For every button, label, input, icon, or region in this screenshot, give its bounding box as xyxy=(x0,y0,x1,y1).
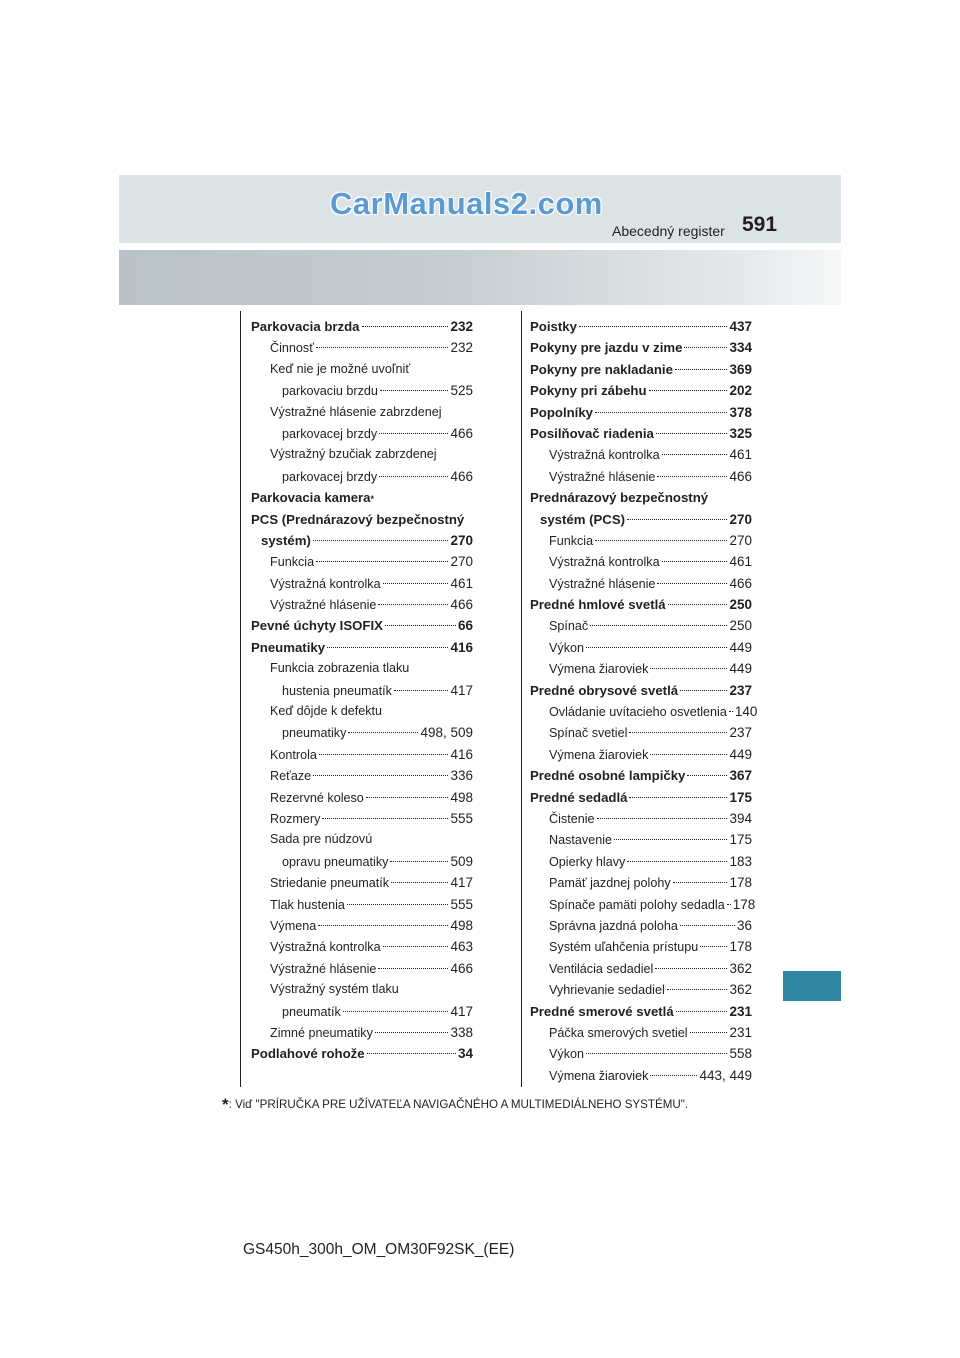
index-entry xyxy=(530,722,752,743)
index-entry xyxy=(530,509,752,530)
index-entry-text: Funkcia xyxy=(270,555,315,570)
index-entry xyxy=(251,1001,473,1022)
index-entry-page: 449 xyxy=(729,661,752,677)
dot-leader xyxy=(362,326,449,327)
index-entry-text: Výstražná kontrolka xyxy=(270,940,381,955)
index-entry xyxy=(530,894,756,915)
dot-leader xyxy=(655,968,727,969)
dot-leader xyxy=(700,946,727,947)
index-entry xyxy=(251,958,473,979)
index-entry-page: 449 xyxy=(729,746,752,762)
index-entry-text: Keď dôjde k defektu xyxy=(270,704,383,719)
index-entry xyxy=(251,551,473,572)
dot-leader xyxy=(629,732,727,733)
dot-leader xyxy=(729,711,733,712)
index-entry-text: Čistenie xyxy=(549,811,595,826)
index-entry-page: 231 xyxy=(729,1003,752,1019)
index-entry xyxy=(251,744,473,765)
index-entry xyxy=(251,637,473,658)
index-entry xyxy=(530,701,758,722)
column-divider-left xyxy=(240,311,241,1087)
index-entry-text: Podlahové rohože xyxy=(251,1046,365,1062)
dot-leader xyxy=(662,454,728,455)
index-entry-text: Výstražné hlásenie zabrzdenej xyxy=(270,404,442,419)
dot-leader xyxy=(627,861,727,862)
document-code: GS450h_300h_OM_OM30F92SK_(EE) xyxy=(243,1241,515,1258)
index-entry-page: 466 xyxy=(450,960,473,976)
index-entry-text: Činnosť xyxy=(270,341,314,356)
index-entry-text: Výmena žiaroviek xyxy=(549,747,649,762)
dot-leader xyxy=(378,604,448,605)
index-entry-text: Prednárazový bezpečnostný xyxy=(530,490,709,506)
index-entry-page: 237 xyxy=(729,682,752,698)
index-entry-page: 416 xyxy=(450,746,473,762)
index-entry-text: parkovacej brzdy xyxy=(282,426,378,441)
dot-leader xyxy=(379,476,448,477)
index-entry-text: pneumatík xyxy=(282,1004,341,1019)
index-entry-text: Parkovacia brzda xyxy=(251,319,360,334)
index-entry-page: 466 xyxy=(450,468,473,484)
index-entry-page: 250 xyxy=(729,618,752,634)
index-entry-page: 232 xyxy=(450,319,473,334)
index-entry xyxy=(530,680,752,701)
index-entry-text: Pokyny pre nakladanie xyxy=(530,361,673,377)
index-entry-page: 270 xyxy=(450,554,473,570)
dot-leader xyxy=(347,904,449,905)
index-entry xyxy=(530,573,752,594)
index-entry xyxy=(530,851,752,872)
index-entry xyxy=(251,594,473,615)
dot-leader xyxy=(727,904,731,905)
index-entry-page: 555 xyxy=(450,810,473,826)
index-entry xyxy=(251,615,473,636)
dot-leader xyxy=(662,561,728,562)
dot-leader xyxy=(380,390,449,391)
dot-leader xyxy=(378,968,448,969)
dot-leader xyxy=(318,925,448,926)
page-number: 591 xyxy=(742,213,778,236)
dot-leader xyxy=(668,604,728,605)
footnote xyxy=(222,1095,688,1115)
index-entry-page: 443, 449 xyxy=(699,1067,752,1083)
index-entry-page: 369 xyxy=(729,361,752,377)
dot-leader xyxy=(657,583,727,584)
index-entry-page: 558 xyxy=(729,1046,752,1062)
index-entry-page: 362 xyxy=(729,960,752,976)
index-entry-text: Rezervné koleso xyxy=(270,790,364,805)
index-entry-text: Výstražný systém tlaku xyxy=(270,982,399,997)
index-entry-text: Nastavenie xyxy=(549,833,613,848)
index-entry-page: 461 xyxy=(450,575,473,591)
index-entry-page: 338 xyxy=(450,1024,473,1040)
index-entry xyxy=(530,958,752,979)
index-entry xyxy=(530,615,752,636)
dot-leader xyxy=(656,433,728,434)
index-entry xyxy=(530,487,752,508)
index-entry-text: Spínač svetiel xyxy=(549,726,628,741)
dot-leader xyxy=(579,326,728,327)
index-entry xyxy=(251,359,473,380)
index-entry-text: Pevné úchyty ISOFIX xyxy=(251,618,383,634)
index-entry-text: Pokyny pri zábehu xyxy=(530,383,647,399)
footnote-star: * xyxy=(222,1095,229,1114)
dot-leader xyxy=(391,882,448,883)
dot-leader xyxy=(650,1075,697,1076)
index-entry-text: Výstražné hlásenie xyxy=(270,961,377,976)
index-entry-page: 555 xyxy=(450,896,473,912)
index-entry xyxy=(530,594,752,615)
index-entry xyxy=(251,936,473,957)
index-entry-text: Výkon xyxy=(549,640,585,655)
index-entry-page: 466 xyxy=(450,597,473,613)
dot-leader xyxy=(673,882,728,883)
index-entry-page: 175 xyxy=(729,832,752,848)
index-entry-page: 509 xyxy=(450,853,473,869)
index-entry-page: 394 xyxy=(729,810,752,826)
watermark-logo[interactable]: CarManuals2.com xyxy=(330,186,603,221)
index-entry-text: Kontrola xyxy=(270,747,317,762)
index-entry-text: Spínače pamäti polohy sedadla xyxy=(549,897,725,912)
dot-leader xyxy=(650,754,727,755)
index-entry-text: Výstražná kontrolka xyxy=(549,555,660,570)
dot-leader xyxy=(322,818,448,819)
index-entry-text: Predné sedadlá xyxy=(530,789,628,805)
dot-leader xyxy=(394,690,449,691)
index-entry xyxy=(530,1043,752,1064)
index-entry-text: Keď nie je možné uvoľniť xyxy=(270,361,411,376)
index-entry xyxy=(530,466,752,487)
index-entry-text: Poistky xyxy=(530,319,577,334)
gradient-band xyxy=(119,250,841,305)
index-entry-text: Vyhrievanie sedadiel xyxy=(549,983,665,998)
index-entry xyxy=(530,359,752,380)
index-entry-page: 378 xyxy=(729,404,752,420)
index-entry-text: Funkcia zobrazenia tlaku xyxy=(270,661,410,676)
dot-leader xyxy=(687,775,727,776)
index-entry xyxy=(251,722,473,743)
dot-leader xyxy=(390,861,448,862)
dot-leader xyxy=(684,347,727,348)
index-entry-page: 325 xyxy=(729,425,752,441)
index-entry-text: Výmena žiaroviek xyxy=(549,1068,649,1083)
index-entry-page: 417 xyxy=(450,1003,473,1019)
dot-leader xyxy=(595,412,727,413)
index-entry-text: Správna jazdná poloha xyxy=(549,918,678,933)
index-entry xyxy=(251,423,473,444)
index-entry-text: systém (PCS) xyxy=(540,511,626,527)
dot-leader xyxy=(680,925,735,926)
index-entry-page: 362 xyxy=(729,982,752,998)
index-entry-text: Výstražné hlásenie xyxy=(549,576,656,591)
dot-leader xyxy=(586,1053,727,1054)
index-entry-text: Funkcia xyxy=(549,533,594,548)
index-entry xyxy=(530,744,752,765)
index-entry xyxy=(530,337,752,358)
index-column-left xyxy=(251,316,473,1065)
index-entry-page: 336 xyxy=(450,768,473,784)
index-entry-page: 461 xyxy=(729,447,752,463)
index-entry-text: Parkovacia kamera xyxy=(251,490,371,506)
footnote-text: : Viď "PRÍRUČKA PRE UŽÍVATEĽA NAVIGAČNÉHO A MULTIMEDIÁLNEHO SYSTÉMU". xyxy=(228,1098,689,1111)
index-entry-text: Výstražná kontrolka xyxy=(270,576,381,591)
dot-leader xyxy=(379,433,448,434)
index-entry xyxy=(530,1001,752,1022)
index-entry xyxy=(251,680,473,701)
index-entry xyxy=(251,573,473,594)
index-entry-text: Výstražné hlásenie xyxy=(549,469,656,484)
index-entry-page: 178 xyxy=(732,896,756,912)
dot-leader xyxy=(383,946,449,947)
index-entry-text: Výstražný bzučiak zabrzdenej xyxy=(270,447,437,462)
index-entry-page: 34 xyxy=(457,1046,473,1062)
index-entry-page: 498 xyxy=(450,789,473,805)
index-entry-page: 250 xyxy=(729,597,752,613)
index-entry xyxy=(530,658,752,679)
index-entry xyxy=(530,915,752,936)
index-entry xyxy=(530,316,752,337)
index-entry-text: Pneumatiky xyxy=(251,639,326,655)
column-divider xyxy=(521,311,522,1087)
index-entry xyxy=(530,551,752,572)
dot-leader xyxy=(383,583,449,584)
index-entry xyxy=(251,380,473,401)
index-entry-text: opravu pneumatiky xyxy=(282,854,389,869)
section-title: Abecedný register xyxy=(612,223,725,239)
dot-leader xyxy=(590,625,727,626)
dot-leader xyxy=(680,690,727,691)
index-entry xyxy=(251,979,473,1000)
index-entry xyxy=(251,701,473,722)
index-entry-text: Ventilácia sedadiel xyxy=(549,961,654,976)
index-entry-text: Systém uľahčenia prístupu xyxy=(549,940,699,955)
index-entry xyxy=(251,444,473,465)
index-entry-text: systém) xyxy=(261,532,311,548)
index-entry-text: Reťaze xyxy=(270,769,312,784)
index-entry xyxy=(530,872,752,893)
index-entry-page: 466 xyxy=(729,575,752,591)
index-entry-page: 178 xyxy=(729,939,752,955)
index-entry-page: 183 xyxy=(729,853,752,869)
index-entry: Parkovacia kamera * xyxy=(251,487,473,508)
index-entry xyxy=(530,423,752,444)
dot-leader xyxy=(597,818,728,819)
index-entry-text: Spínač xyxy=(549,619,589,634)
index-entry xyxy=(251,658,473,679)
index-entry-page: 202 xyxy=(729,383,752,399)
index-entry-text: Výmena xyxy=(270,918,317,933)
index-entry xyxy=(530,979,752,1000)
index-entry xyxy=(251,509,473,530)
dot-leader xyxy=(385,625,456,626)
index-entry-page: 334 xyxy=(729,340,752,356)
index-entry-page: 36 xyxy=(736,917,752,933)
dot-leader xyxy=(657,476,727,477)
dot-leader xyxy=(375,1032,449,1033)
index-entry-text: Ovládanie uvítacieho osvetlenia xyxy=(549,705,727,720)
index-entry xyxy=(251,1043,473,1064)
index-entry xyxy=(530,936,752,957)
index-entry xyxy=(530,1065,752,1086)
dot-leader xyxy=(313,540,449,541)
index-entry-page: 237 xyxy=(729,725,752,741)
chapter-tab xyxy=(783,971,841,1001)
index-entry-text: Opierky hlavy xyxy=(549,854,626,869)
index-entry xyxy=(251,787,473,808)
dot-leader xyxy=(316,561,448,562)
index-entry-text: Striedanie pneumatík xyxy=(270,876,390,891)
index-entry-page: 367 xyxy=(729,768,752,784)
index-entry-text: parkovaciu brzdu xyxy=(282,384,378,399)
index-entry-text: PCS (Prednárazový bezpečnostný xyxy=(251,511,465,527)
index-entry-page: 178 xyxy=(729,875,752,891)
index-entry-page: 466 xyxy=(450,425,473,441)
index-entry-text: Predné obrysové svetlá xyxy=(530,682,679,698)
dot-leader xyxy=(367,1053,456,1054)
index-entry-text: Sada pre núdzovú xyxy=(270,832,373,847)
index-entry-text: Predné osobné lampičky xyxy=(530,768,686,784)
index-entry-page: 270 xyxy=(450,532,473,548)
index-entry-page: 270 xyxy=(729,532,752,548)
index-entry xyxy=(530,808,752,829)
dot-leader xyxy=(649,390,728,391)
index-entry-text: Popolníky xyxy=(530,404,594,420)
index-entry-text: Posilňovač riadenia xyxy=(530,425,654,441)
index-entry-text: Pamäť jazdnej polohy xyxy=(549,876,671,891)
dot-leader xyxy=(676,1011,728,1012)
dot-leader xyxy=(316,347,449,348)
index-entry-page: 417 xyxy=(450,682,473,698)
index-entry-text: Zimné pneumatiky xyxy=(270,1025,373,1040)
index-entry-page: 231 xyxy=(729,1024,752,1040)
dot-leader xyxy=(313,775,448,776)
index-entry xyxy=(251,316,473,337)
index-entry-page: 140 xyxy=(734,704,758,720)
index-entry xyxy=(251,337,473,358)
index-entry-page: 175 xyxy=(729,789,752,805)
dot-leader xyxy=(667,989,728,990)
index-entry xyxy=(530,787,752,808)
index-entry-page: 463 xyxy=(450,939,473,955)
index-entry-text: Výmena žiaroviek xyxy=(549,662,649,677)
index-column-right xyxy=(530,316,758,1086)
dot-leader xyxy=(690,1032,728,1033)
index-entry xyxy=(251,872,473,893)
index-entry-text: parkovacej brzdy xyxy=(282,469,378,484)
index-entry xyxy=(530,829,752,850)
dot-leader xyxy=(327,647,448,648)
index-entry-page: 417 xyxy=(450,875,473,891)
index-entry xyxy=(530,402,752,423)
index-entry xyxy=(251,530,473,551)
index-entry-page: 66 xyxy=(457,618,473,634)
index-entry xyxy=(530,380,752,401)
index-entry xyxy=(251,765,473,786)
index-entry-page: 466 xyxy=(729,468,752,484)
index-entry-page: 498, 509 xyxy=(420,725,473,741)
index-entry xyxy=(530,765,752,786)
dot-leader xyxy=(629,797,727,798)
index-entry-text: hustenia pneumatík xyxy=(282,683,392,698)
dot-leader xyxy=(675,369,728,370)
index-entry-text: Páčka smerových svetiel xyxy=(549,1025,688,1040)
index-entry-text: Predné smerové svetlá xyxy=(530,1003,674,1019)
index-entry-page: 498 xyxy=(450,917,473,933)
dot-leader xyxy=(348,732,418,733)
index-entry xyxy=(251,466,473,487)
index-entry xyxy=(251,851,473,872)
dot-leader xyxy=(319,754,449,755)
index-entry-page: 416 xyxy=(450,639,473,655)
index-entry-text: Rozmery xyxy=(270,811,321,826)
index-entry-text: Výkon xyxy=(549,1047,585,1062)
index-entry xyxy=(530,530,752,551)
index-entry xyxy=(530,1022,752,1043)
dot-leader xyxy=(627,519,727,520)
index-entry xyxy=(251,894,473,915)
index-entry xyxy=(251,808,473,829)
index-entry xyxy=(530,637,752,658)
index-entry-page: 525 xyxy=(450,383,473,399)
index-entry-text: pneumatiky xyxy=(282,726,347,741)
index-entry-page: 461 xyxy=(729,554,752,570)
dot-leader xyxy=(614,839,727,840)
index-entry-text: Pokyny pre jazdu v zime xyxy=(530,340,683,356)
index-entry-text: Výstražná kontrolka xyxy=(549,448,660,463)
index-entry-page: 232 xyxy=(450,340,473,356)
index-entry-page: 449 xyxy=(729,639,752,655)
dot-leader xyxy=(366,797,449,798)
index-entry-text: Predné hmlové svetlá xyxy=(530,597,666,613)
index-entry-text: Výstražné hlásenie xyxy=(270,598,377,613)
dot-leader xyxy=(650,668,727,669)
dot-leader xyxy=(586,647,727,648)
index-entry xyxy=(251,915,473,936)
index-entry-page: 270 xyxy=(729,511,752,527)
dot-leader xyxy=(343,1011,449,1012)
dot-leader xyxy=(595,540,727,541)
index-entry-page: 437 xyxy=(729,319,752,334)
index-entry-text: Tlak hustenia xyxy=(270,897,345,912)
index-entry xyxy=(251,402,473,423)
index-entry xyxy=(530,444,752,465)
index-entry xyxy=(251,1022,473,1043)
index-entry xyxy=(251,829,473,850)
